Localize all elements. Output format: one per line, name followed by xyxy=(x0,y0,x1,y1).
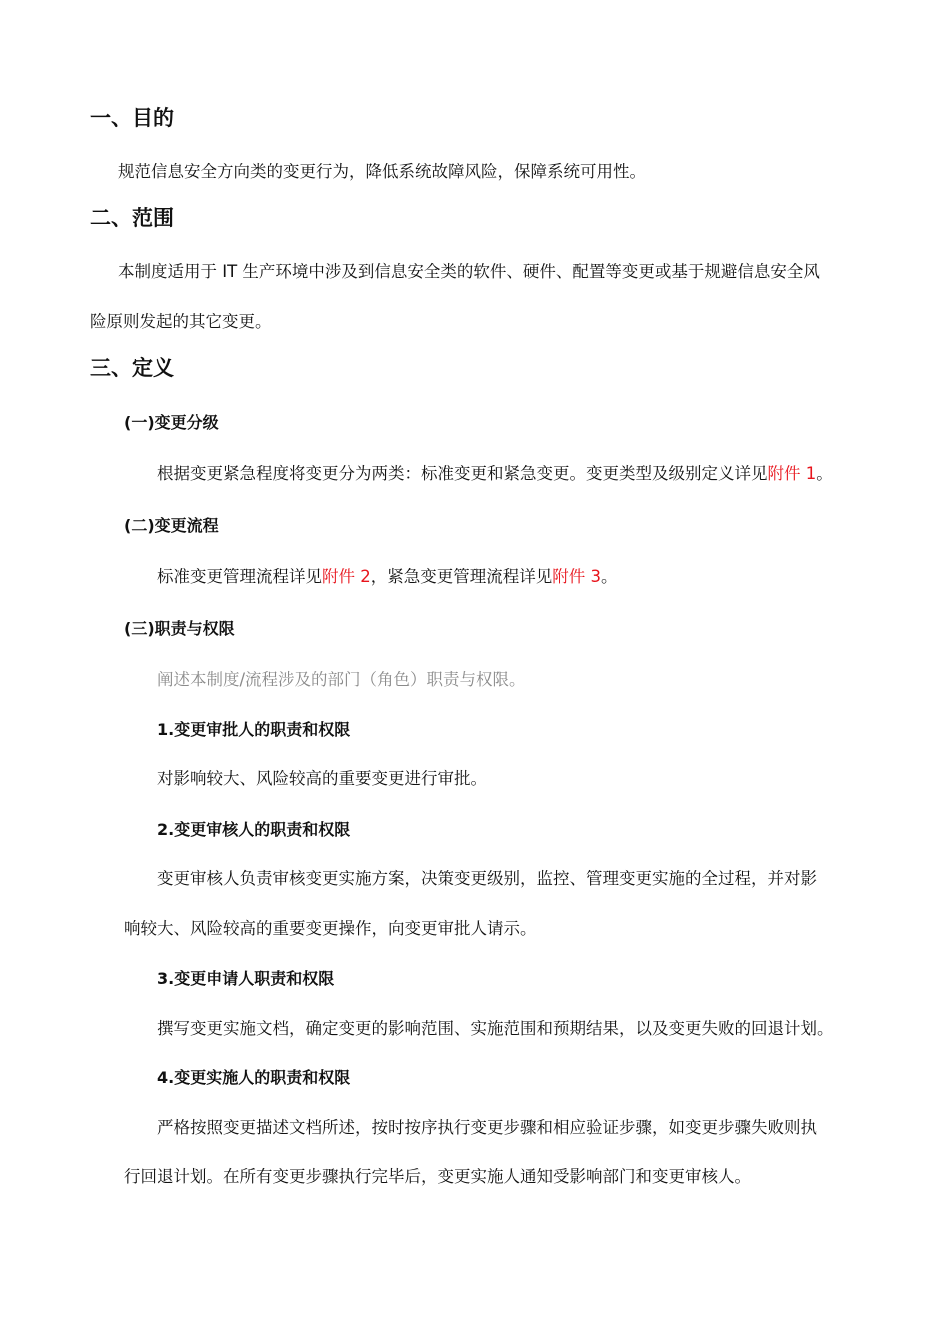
grading-text-end: 。 xyxy=(816,464,833,483)
role-heading-reviewer: 2.变更审核人的职责和权限 xyxy=(157,820,351,839)
process-text-c: 。 xyxy=(601,567,618,586)
roles-hint-text: 阐述本制度/流程涉及的部门（角色）职责与权限。 xyxy=(157,670,526,689)
attachment-2-link[interactable]: 附件 2 xyxy=(322,567,371,586)
subsection-heading-process: (二)变更流程 xyxy=(124,516,219,535)
scope-text-line1: 本制度适用于 IT 生产环境中涉及到信息安全类的软件、硬件、配置等变更或基于规避信息安全风 xyxy=(118,262,820,281)
grading-text xyxy=(157,462,833,486)
applicant-text: 撰写变更实施文档，确定变更的影响范围、实施范围和预期结果，以及变更失败的回退计划。 xyxy=(157,1019,834,1038)
section-heading-definition: 三、定义 xyxy=(90,356,174,380)
attachment-3-link[interactable]: 附件 3 xyxy=(552,567,601,586)
role-heading-approver: 1.变更审批人的职责和权限 xyxy=(157,720,351,739)
purpose-text: 规范信息安全方向类的变更行为，降低系统故障风险，保障系统可用性。 xyxy=(118,162,646,181)
role-heading-implementer: 4.变更实施人的职责和权限 xyxy=(157,1068,351,1087)
attachment-1-link[interactable]: 附件 1 xyxy=(767,464,817,483)
process-text xyxy=(157,565,618,589)
process-text-a: 标准变更管理流程详见 xyxy=(157,567,322,586)
process-text-b: ，紧急变更管理流程详见 xyxy=(370,567,553,586)
implementer-text-line2: 行回退计划。在所有变更步骤执行完毕后，变更实施人通知受影响部门和变更审核人。 xyxy=(124,1167,751,1186)
role-heading-applicant: 3.变更申请人职责和权限 xyxy=(157,969,335,988)
implementer-text-line1: 严格按照变更描述文档所述，按时按序执行变更步骤和相应验证步骤，如变更步骤失败则执 xyxy=(157,1118,817,1137)
section-heading-purpose: 一、目的 xyxy=(90,106,174,130)
reviewer-text-line1: 变更审核人负责审核变更实施方案，决策变更级别，监控、管理变更实施的全过程，并对影 xyxy=(157,869,817,888)
approver-text: 对影响较大、风险较高的重要变更进行审批。 xyxy=(157,769,487,788)
reviewer-text-line2: 响较大、风险较高的重要变更操作，向变更审批人请示。 xyxy=(124,919,537,938)
scope-text-line2: 险原则发起的其它变更。 xyxy=(90,312,272,331)
subsection-heading-grading: (一)变更分级 xyxy=(124,413,219,432)
section-heading-scope: 二、范围 xyxy=(90,206,174,230)
subsection-heading-roles: (三)职责与权限 xyxy=(124,619,235,638)
grading-text-body: 根据变更紧急程度将变更分为两类：标准变更和紧急变更。变更类型及级别定义详见 xyxy=(157,464,768,483)
